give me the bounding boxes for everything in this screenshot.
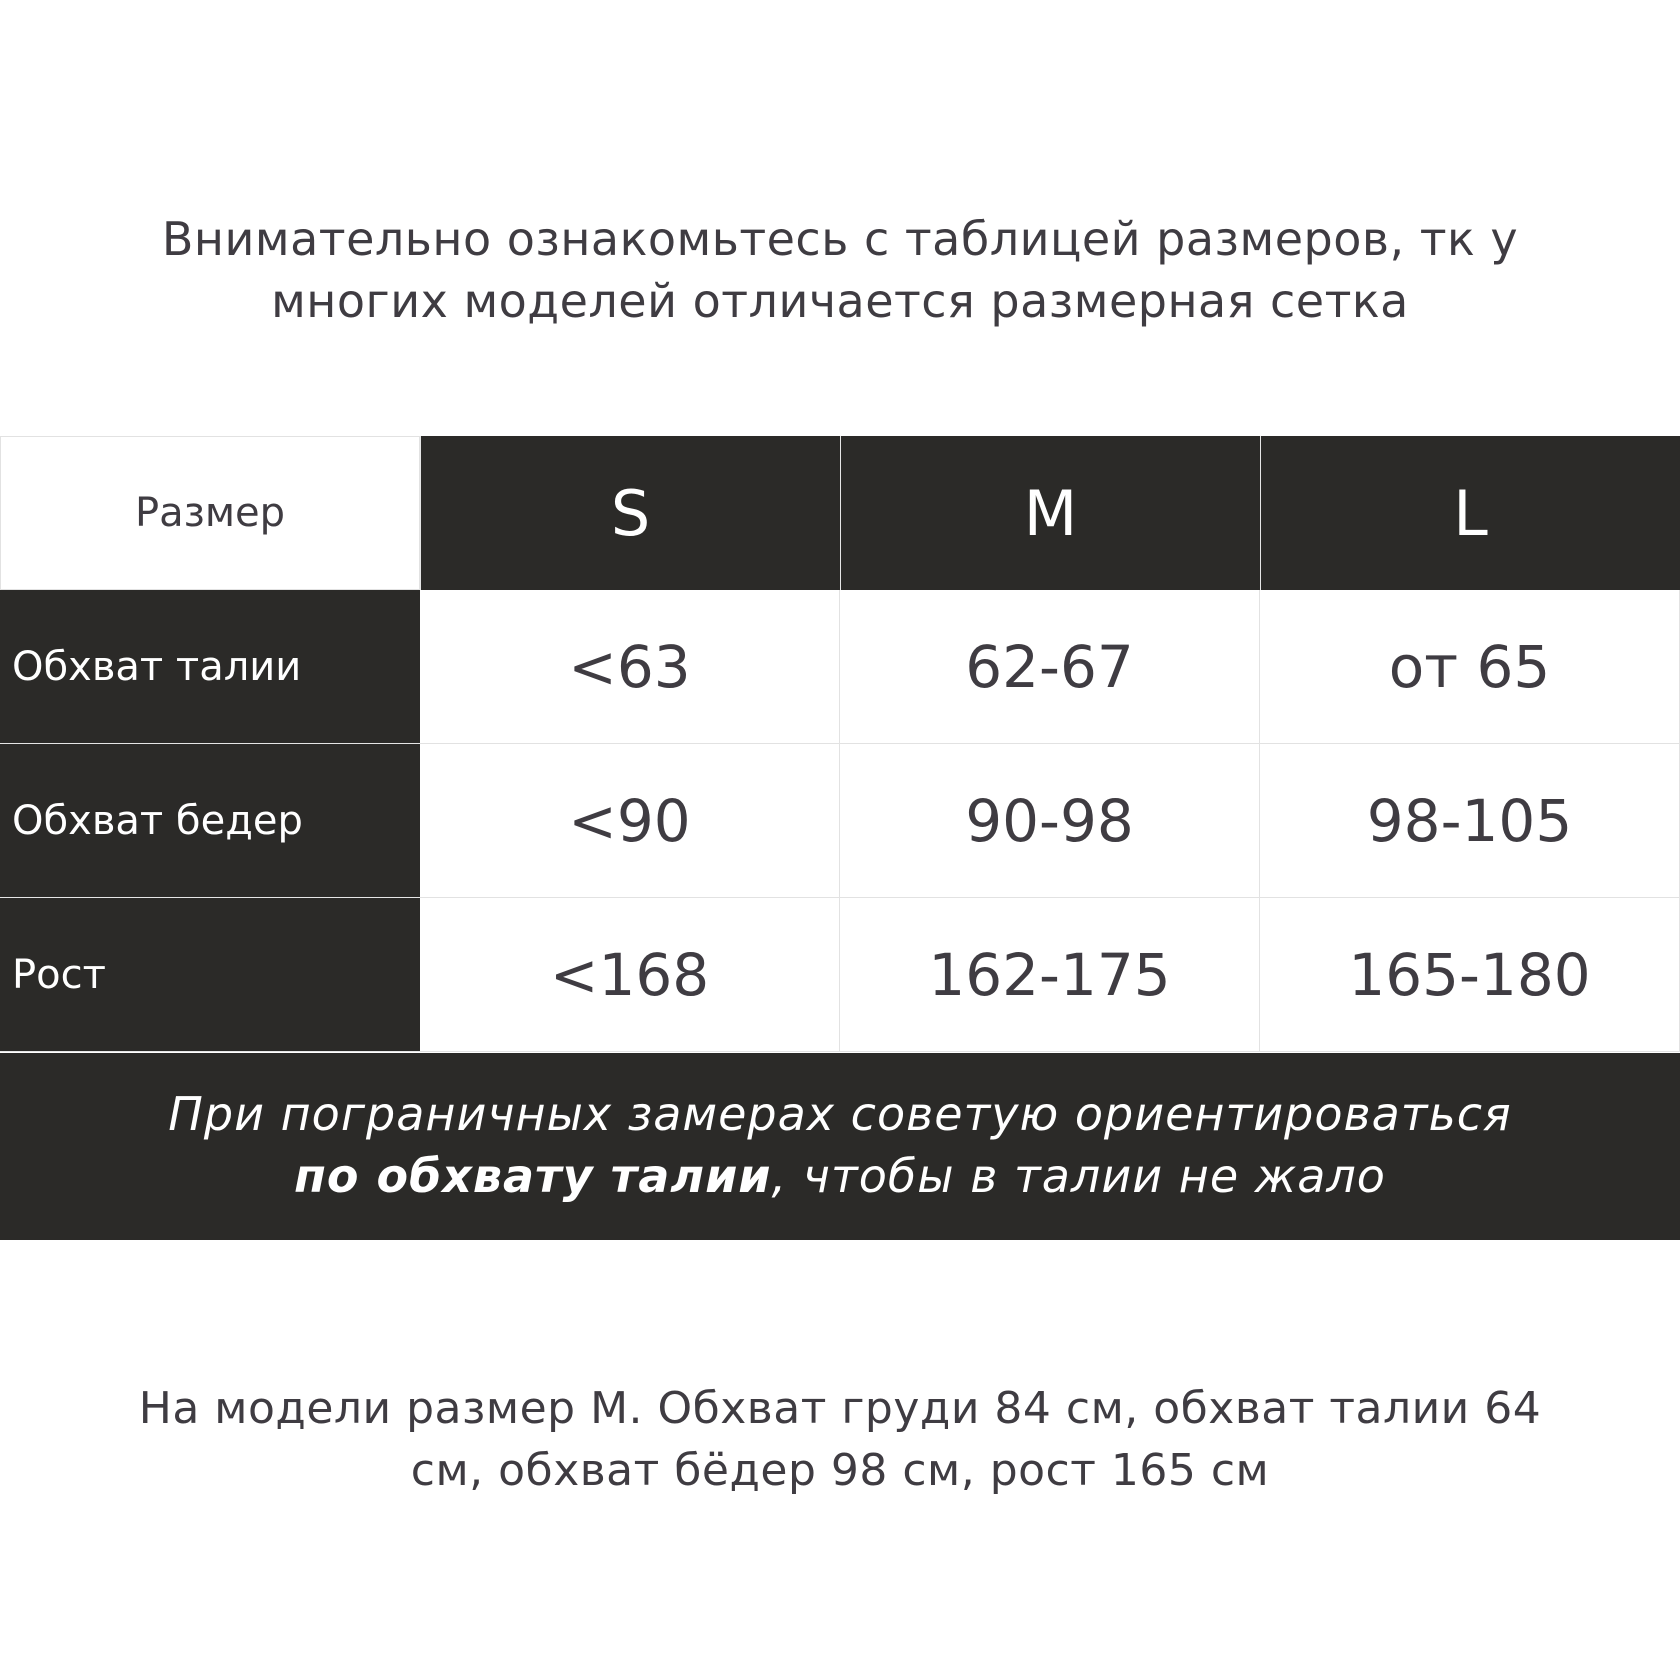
header-size-l: L [1260, 436, 1680, 590]
hips-s-value: <90 [420, 744, 840, 898]
header-size-s: S [420, 436, 840, 590]
row-label-waist: Обхват талии [0, 590, 420, 744]
waist-m-value: 62-67 [840, 590, 1260, 744]
model-info-line-1: На модели размер М. Обхват груди 84 см, обхват талии 64 [138, 1383, 1542, 1434]
hips-l-value: 98-105 [1260, 744, 1680, 898]
height-m-value: 162-175 [840, 898, 1260, 1052]
advice-banner [0, 1053, 1680, 1240]
table-row [0, 898, 1680, 1052]
header-size-m: M [840, 436, 1260, 590]
advice-line-2 [0, 1145, 1680, 1207]
intro-line-1: Внимательно ознакомьтесь с таблицей размеров, тк у [161, 212, 1519, 266]
advice-line-1: При пограничных замерах советую ориентироваться [168, 1087, 1512, 1141]
table-header-row [0, 436, 1680, 590]
model-info-line-2: см, обхват бёдер 98 см, рост 165 см [410, 1445, 1270, 1496]
waist-l-value: от 65 [1260, 590, 1680, 744]
height-s-value: <168 [420, 898, 840, 1052]
hips-m-value: 90-98 [840, 744, 1260, 898]
size-table [0, 436, 1680, 1052]
table-row [0, 744, 1680, 898]
waist-s-value: <63 [420, 590, 840, 744]
advice-line-2-rest: , чтобы в талии не жало [771, 1149, 1386, 1203]
advice-emphasis: по обхвату талии [294, 1149, 772, 1203]
row-label-height: Рост [0, 898, 420, 1052]
table-row [0, 590, 1680, 744]
intro-line-2: многих моделей отличается размерная сетка [271, 274, 1409, 328]
header-size-label: Размер [0, 436, 420, 590]
height-l-value: 165-180 [1260, 898, 1680, 1052]
model-info [0, 1378, 1680, 1502]
row-label-hips: Обхват бедер [0, 744, 420, 898]
intro-text [0, 208, 1680, 332]
